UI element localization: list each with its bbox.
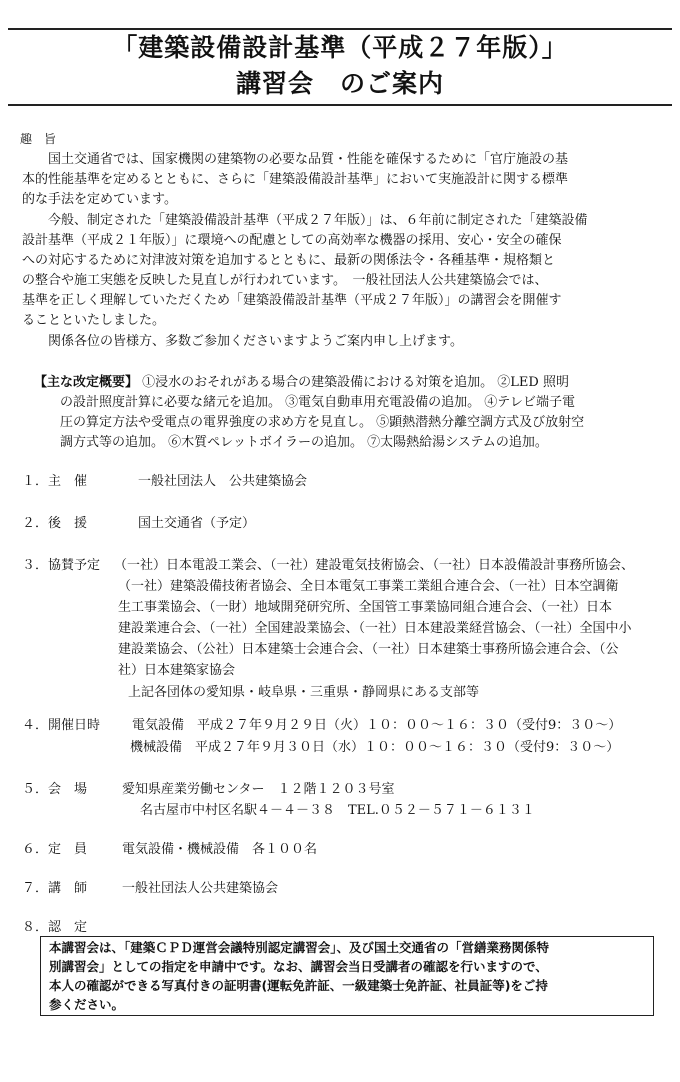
item-label: 認 定 [48,920,88,935]
item-value: 一般社団法人 公共建築協会 [138,474,308,489]
purpose-label: 趣 旨 [20,132,57,146]
item-number: ７． [22,881,49,896]
item-label: 後 援 [48,516,88,531]
venue-continuation [140,801,535,821]
item-number: ６． [22,842,49,857]
schedule-electrical: 電気設備 平成２７年９月２９日（火）１０：００～１６：３０（受付9：３０～） [132,718,622,733]
cosponsor-line: 生工事業協会、（一財）地域開発研究所、全国管工事業協同組合連合会、（一社）日本 [118,600,613,615]
item-value: 一般社団法人公共建築協会 [122,881,279,896]
title-top-rule [8,28,672,30]
item-number: ８． [22,920,49,935]
item-lecturer [22,879,278,899]
revision-line: 圧の算定方法や受電点の電界強度の求め方を見直し。 ⑤顕熱潜熱分離空調方式及び放射空 [60,415,585,430]
item-support [22,514,255,534]
revision-line: 調方式等の追加。 ⑥木質ペレットボイラーの追加。 ⑦太陽熱給湯システムの追加。 [60,435,548,450]
title-bottom-rule [8,104,672,106]
item-number: １． [22,474,49,489]
item-number: ５． [22,782,49,797]
cosponsor-line: 建設業連合会、（一社）全国建設業協会、（一社）日本建設業経営協会、（一社）全国中小 [118,621,632,636]
cosponsor-line: 建設業協会、（公社）日本建築士会連合会、（一社）日本建築士事務所協会連合会、（公 [118,642,619,657]
para-line: ることといたしました。 [22,313,166,328]
certification-line: 参ください。 [49,997,125,1012]
item-capacity [22,840,317,860]
para-line: 今般、制定された「建築設備設計基準（平成２７年版）」は、６年前に制定された「建築設備 [48,213,588,228]
item-label: 主 催 [48,474,88,489]
cosponsor-continuation [118,577,632,703]
revisions-summary [34,373,664,453]
revision-line: の設計照度計算に必要な緒元を追加。 ③電気自動車用充電設備の追加。 ④テレビ端子電 [60,395,576,410]
item-number: ４． [22,718,49,733]
item-label: 定 員 [48,842,88,857]
item-label: 協賛予定 [48,558,101,573]
purpose-paragraph-3 [22,332,662,352]
certification-line: 別講習会」としての指定を申請中です。なお、講習会当日受講者の確認を行いますので、 [49,959,548,974]
item-schedule [22,716,621,736]
item-number: ２． [22,516,49,531]
item-cosponsor [22,556,634,576]
schedule-continuation [130,738,619,758]
item-value: 国土交通省（予定） [138,516,256,531]
para-line: の整合や施工実態を反映した見直しが行われています。 一般社団法人公共建築協会では、 [22,273,548,288]
item-number: ３． [22,558,49,573]
cosponsor-line: 社）日本建築家協会 [118,663,236,678]
venue-name: 愛知県産業労働センター １２階１２０３号室 [122,782,395,797]
para-line: 基準を正しく理解していただくため「建築設備設計基準（平成２７年版）」の講習会を開催す [22,293,562,308]
certification-line: 本人の確認ができる写真付きの証明書(運転免許証、一級建築士免許証、社員証等)をご持 [49,978,548,993]
para-line: 本的性能基準を定めるとともに、さらに「建築設備設計基準」において実施設計に関する標準 [22,172,569,187]
purpose-paragraph-1 [22,150,662,210]
cosponsor-note: 上記各団体の愛知県・岐阜県・三重県・静岡県にある支部等 [128,685,480,700]
certification-line: 本講習会は、「建築ＣＰＤ運営会議特別認定講習会」、及び国土交通省の「営繕業務関係特 [49,940,550,955]
certification-notice-box [40,936,654,1016]
para-line: 的な手法を定めています。 [22,192,177,207]
item-label: 会 場 [48,782,88,797]
item-label: 講 師 [48,881,88,896]
page-title-line2: 講習会 のご案内 [235,69,444,98]
cosponsor-line: （一社）日本電設工業会、（一社）建設電気技術協会、（一社）日本設備設計事務所協会、 [114,558,635,573]
revision-line: ①浸水のおそれがある場合の建築設備における対策を追加。 ②LED 照明 [142,375,569,390]
item-organizer [22,472,307,492]
item-label: 開催日時 [48,718,101,733]
revisions-label: 【主な改定概要】 [34,375,139,390]
item-certification [22,918,87,938]
para-line: 関係各位の皆様方、多数ご参加くださいますようご案内申し上げます。 [48,334,463,349]
para-line: への対応するために対津波対策を追加するとともに、最新の関係法令・各種基準・規格類と [22,253,556,268]
page-title-line1: 「建築設備設計基準（平成２７年版）」 [112,33,568,62]
para-line: 国土交通省では、国家機関の建築物の必要な品質・性能を確保するために「官庁施設の基 [48,152,569,167]
item-venue [22,780,394,800]
schedule-mechanical: 機械設備 平成２７年９月３０日（水）１０：００～１６：３０（受付9：３０～） [130,740,620,755]
venue-address: 名古屋市中村区名駅４－４－３８ TEL.０５２－５７１－６１３１ [140,803,535,818]
item-value: 電気設備・機械設備 各１００名 [122,842,318,857]
cosponsor-line: （一社）建築設備技術者協会、全日本電気工事業工業組合連合会、（一社）日本空調衛 [118,579,619,594]
purpose-paragraph-2 [22,211,662,331]
para-line: 設計基準（平成２１年版）」に環境への配慮としての高効率な機器の採用、安心・安全の確保 [22,233,562,248]
